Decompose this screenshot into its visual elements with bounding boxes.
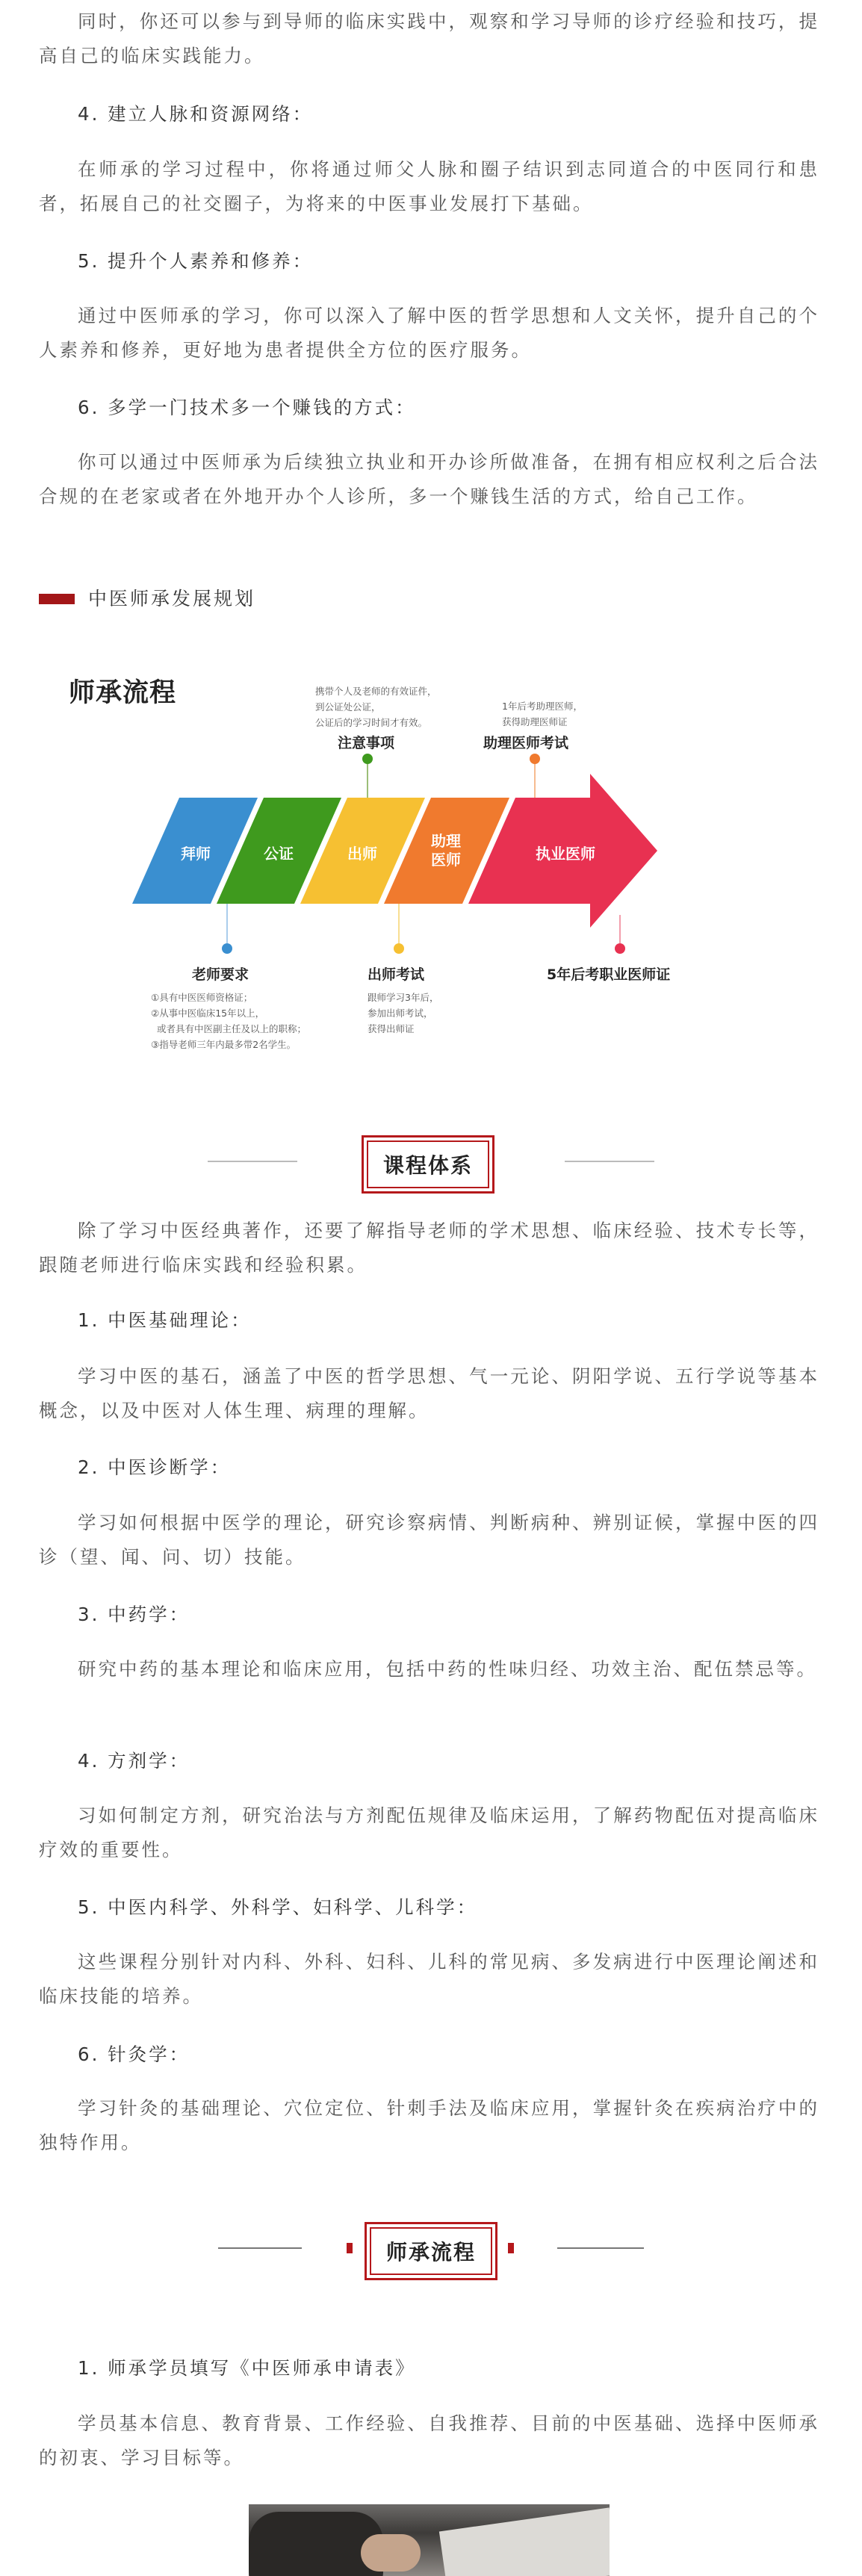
dot-orange: [530, 754, 540, 764]
curriculum-heading: 1. 中医基础理论：: [78, 1309, 252, 1331]
curriculum-text: 学习如何根据中医学的理论，研究诊察病情、判断病种、辨别证候，掌握中医的四诊（望、闻、问、切）技能。: [39, 1512, 819, 1568]
step-label: 执业医师: [536, 845, 595, 863]
section-marker: [39, 594, 75, 604]
process-text: 学员基本信息、教育背景、工作经验、自我推荐、目前的中医基础、选择中医师承的初衷、学习目标等。: [39, 2412, 819, 2468]
note-label: 老师要求: [192, 966, 249, 983]
step-label: 拜师: [181, 845, 211, 863]
process-title: 师承流程: [370, 2227, 492, 2275]
curriculum-intro: 除了学习中医经典著作，还要了解指导老师的学术思想、临床经验、技术专长等，跟随老师进行临床实践和经验积累。: [39, 1220, 819, 1276]
note-text: 跟师学习3年后， 参加出师考试， 获得出师证: [368, 992, 439, 1034]
heading-5: 5. 提升个人素养和修养：: [78, 250, 314, 272]
photo-application-form: [249, 2504, 610, 2576]
dot-green: [362, 754, 373, 764]
step-label: 出师: [347, 845, 377, 863]
flow-title: 师承流程: [69, 678, 177, 708]
divider: [565, 1161, 654, 1162]
note-text: 1年后考助理医师， 获得助理医师证: [502, 701, 583, 727]
flow-diagram: [39, 650, 823, 1068]
note-text: 携带个人及老师的有效证件， 到公证处公证， 公证后的学习时间才有效。: [315, 686, 437, 728]
note-label: 出师考试: [368, 966, 425, 983]
heading-4: 4. 建立人脉和资源网络：: [78, 103, 314, 125]
paragraph-5: 通过中医师承的学习，你可以深入了解中医的哲学思想和人文关怀，提升自己的个人素养和修养，更好地为患者提供全方位的医疗服务。: [39, 305, 819, 361]
curriculum-text: 研究中药的基本理论和临床应用，包括中药的性味归经、功效主治、配伍禁忌等。: [78, 1658, 817, 1680]
curriculum-text: 习如何制定方剂，研究治法与方剂配伍规律及临床运用，了解药物配伍对提高临床疗效的重要性。: [39, 1804, 819, 1860]
curriculum-text: 这些课程分别针对内科、外科、妇科、儿科的常见病、多发病进行中医理论阐述和临床技能的培养。: [39, 1951, 819, 2007]
step-label: 助理 医师: [431, 832, 461, 869]
note-label: 助理医师考试: [483, 735, 569, 751]
note-text: ①具有中医医师资格证； ②从事中医临床15年以上， 或者具有中医副主任及以上的职称； ③指导老师三年内最多带2名学生。: [151, 992, 306, 1050]
heading-6: 6. 多学一门技术多一个赚钱的方式：: [78, 397, 416, 418]
note-label: 注意事项: [338, 735, 395, 751]
divider: [218, 2247, 302, 2249]
divider-mark: [508, 2243, 514, 2253]
divider: [557, 2247, 644, 2249]
curriculum-heading: 4. 方剂学：: [78, 1750, 190, 1772]
curriculum-heading: 6. 针灸学：: [78, 2043, 190, 2065]
paragraph: 同时，你还可以参与到导师的临床实践中，观察和学习导师的诊疗经验和技巧，提高自己的临床实践能力。: [39, 10, 819, 66]
process-heading: 1. 师承学员填写《中医师承申请表》: [78, 2357, 416, 2379]
paragraph-6: 你可以通过中医师承为后续独立执业和开办诊所做准备，在拥有相应权利之后合法合规的在老家或者在外地开办个人诊所，多一个赚钱生活的方式，给自己工作。: [39, 451, 819, 507]
curriculum-heading: 2. 中医诊断学：: [78, 1456, 232, 1478]
curriculum-text: 学习针灸的基础理论、穴位定位、针刺手法及临床应用，掌握针灸在疾病治疗中的独特作用。: [39, 2097, 819, 2153]
divider-mark: [347, 2243, 353, 2253]
paragraph-4: 在师承的学习过程中，你将通过师父人脉和圈子结识到志同道合的中医同行和患者，拓展自己的社交圈子，为将来的中医事业发展打下基础。: [39, 158, 819, 214]
process-title-box: [365, 2222, 497, 2280]
curriculum-text: 学习中医的基石，涵盖了中医的哲学思想、气一元论、阴阳学说、五行学说等基本概念，以及中医对人体生理、病理的理解。: [39, 1365, 819, 1421]
curriculum-title: 课程体系: [367, 1140, 489, 1188]
curriculum-title-box: [362, 1135, 494, 1194]
note-label: 5年后考职业医师证: [547, 966, 671, 983]
curriculum-heading: 3. 中药学：: [78, 1604, 190, 1625]
divider: [208, 1161, 297, 1162]
curriculum-heading: 5. 中医内科学、外科学、妇科学、儿科学：: [78, 1896, 478, 1918]
section-title: 中医师承发展规划: [88, 588, 256, 609]
step-label: 公证: [264, 845, 294, 863]
